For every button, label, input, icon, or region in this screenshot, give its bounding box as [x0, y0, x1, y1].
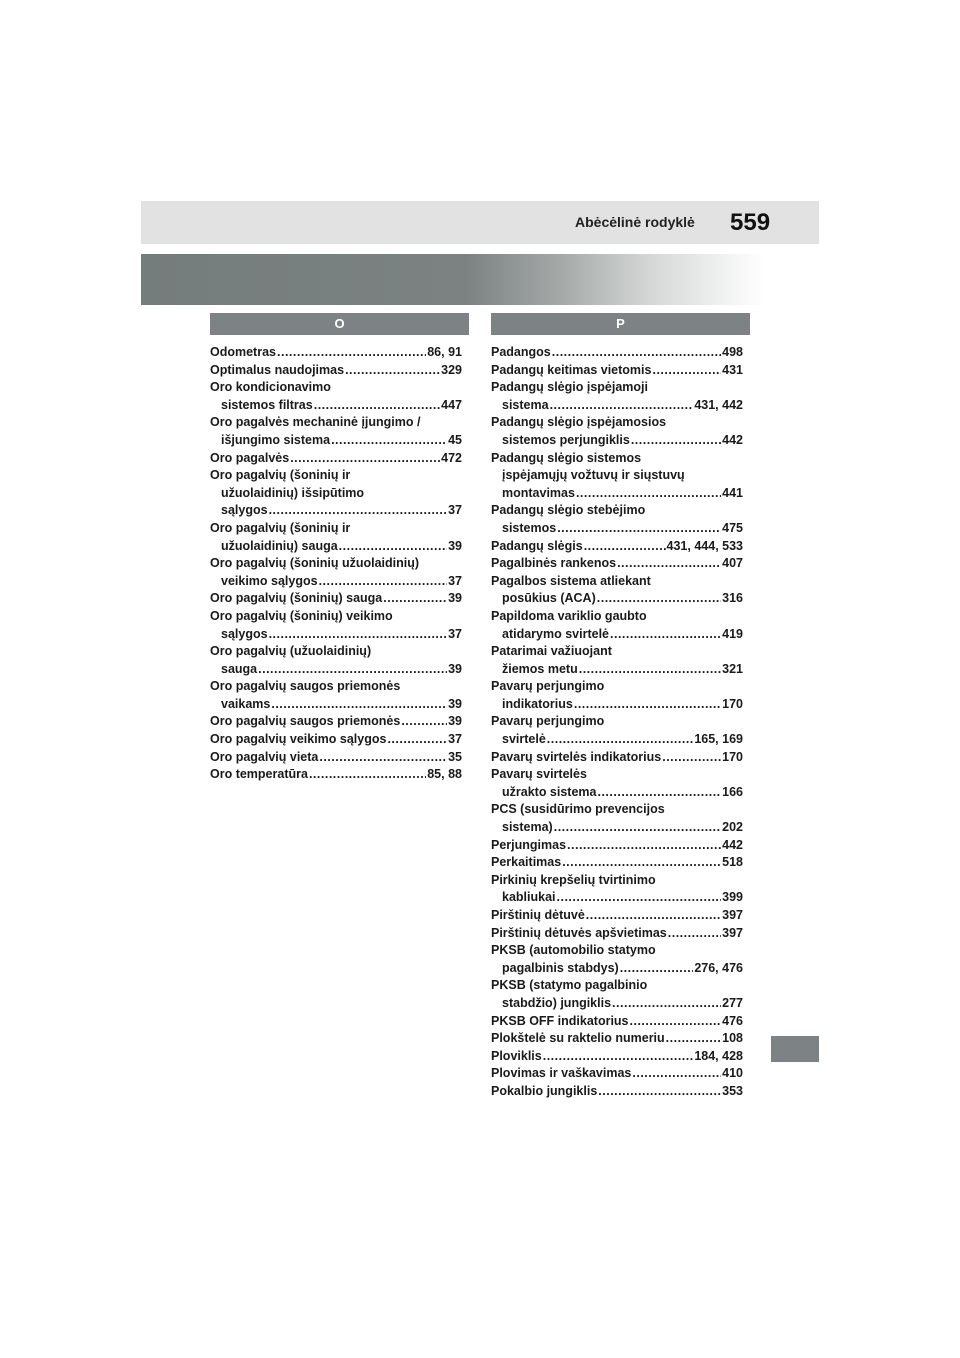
index-entry[interactable]	[210, 766, 462, 784]
dot-leader	[612, 995, 721, 1013]
index-entry-text: Oro temperatūra	[210, 767, 308, 782]
index-entry-text: Oro pagalvių (šoninių užuolaidinių)	[210, 556, 420, 571]
dot-leader	[610, 626, 721, 644]
index-entry-text: atidarymo svirtelė	[502, 626, 609, 641]
section-title: Abėcėlinė rodyklė	[575, 214, 695, 230]
index-entry-text: Patarimai važiuojant	[491, 644, 612, 659]
index-entry[interactable]	[491, 801, 743, 836]
dot-leader	[652, 362, 721, 380]
index-entry[interactable]	[491, 608, 743, 643]
page-reference: 442	[722, 432, 743, 447]
page-reference: 37	[448, 732, 462, 747]
dot-leader	[258, 661, 447, 679]
page-reference: 166	[722, 784, 743, 799]
index-entry[interactable]	[210, 379, 462, 414]
page-reference: 108	[722, 1031, 743, 1046]
index-entry-text: užuolaidinių) išsipūtimo	[221, 485, 365, 500]
index-entry-text: Optimalus naudojimas	[210, 362, 345, 377]
index-entry[interactable]	[491, 942, 743, 977]
index-entry-text: Perkaitimas	[491, 855, 562, 870]
index-entry[interactable]	[491, 977, 743, 1012]
index-column-o	[210, 344, 462, 784]
page-reference: 321	[722, 661, 743, 676]
page-reference: 397	[722, 925, 743, 940]
dot-leader	[387, 731, 447, 749]
index-entry-text: Pavarų svirtelės indikatorius	[491, 749, 662, 764]
page-reference: 45	[448, 432, 462, 447]
page-reference: 447	[441, 397, 462, 412]
index-entry[interactable]	[210, 713, 462, 731]
page-reference: 39	[448, 696, 462, 711]
index-entry-text: Pirkinių krepšelių tvirtinimo	[491, 872, 656, 887]
page-number: 559	[730, 209, 771, 236]
page-reference: 498	[722, 345, 743, 359]
index-entry-text: Oro kondicionavimo	[210, 380, 331, 395]
page-reference: 170	[722, 749, 743, 764]
page-reference: 518	[722, 855, 743, 870]
dot-leader	[557, 889, 722, 907]
dot-leader	[662, 749, 721, 767]
index-entry-text: užrakto sistema	[502, 784, 597, 799]
section-letter-o: O	[210, 313, 469, 335]
index-entry-text: Padangų slėgio įspėjamosios	[491, 415, 667, 430]
index-entry-text: posūkius (ACA)	[502, 591, 596, 606]
index-entry-text: Pirštinių dėtuvės apšvietimas	[491, 925, 667, 940]
page-reference: 165, 169	[694, 732, 743, 747]
index-entry-text: Plovimas ir vaškavimas	[491, 1066, 632, 1081]
index-entry[interactable]	[491, 414, 743, 449]
page-reference: 35	[448, 749, 462, 764]
page-reference: 431, 442	[694, 397, 743, 412]
index-entry[interactable]	[210, 344, 462, 362]
index-entry[interactable]	[491, 1030, 743, 1048]
index-entry-text: Oro pagalvių (užuolaidinių)	[210, 644, 372, 659]
index-entry-text: PKSB (automobilio statymo	[491, 943, 656, 958]
index-entry-text: pagalbinis stabdys)	[502, 960, 619, 975]
index-entry[interactable]	[210, 643, 462, 678]
dot-leader	[562, 854, 721, 872]
dot-leader	[383, 590, 447, 608]
header-band	[141, 201, 819, 244]
index-entry[interactable]	[491, 643, 743, 678]
index-entry-text: Oro pagalvės mechaninė įjungimo /	[210, 415, 421, 430]
dot-leader	[631, 432, 721, 450]
page-reference: 353	[722, 1083, 743, 1098]
index-entry[interactable]	[491, 925, 743, 943]
index-entry-text: PCS (susidūrimo prevencijos	[491, 802, 665, 817]
dot-leader	[620, 960, 694, 978]
page-reference: 37	[448, 626, 462, 641]
dot-leader	[597, 784, 721, 802]
dot-leader	[319, 573, 448, 591]
index-entry-text: Padangų slėgio sistemos	[491, 450, 642, 465]
index-entry-text: Oro pagalvių vieta	[210, 749, 319, 764]
index-entry[interactable]	[210, 731, 462, 749]
index-entry-text: sąlygos	[221, 503, 268, 518]
index-entry-text: Padangų slėgis	[491, 538, 583, 553]
index-entry[interactable]	[491, 379, 743, 414]
page-reference: 475	[722, 520, 743, 535]
index-entry-text: Oro pagalvių saugos priemonės	[210, 679, 401, 694]
index-entry[interactable]	[491, 573, 743, 608]
page-reference: 410	[722, 1066, 743, 1081]
dot-leader	[567, 837, 721, 855]
dot-leader	[269, 502, 448, 520]
index-entry-text: svirtelė	[502, 732, 546, 747]
decorative-gradient-bar	[141, 254, 819, 305]
index-entry-text: Oro pagalvių (šoninių ir	[210, 520, 351, 535]
dot-leader	[584, 538, 666, 556]
index-entry-text: Ploviklis	[491, 1048, 542, 1063]
section-letter-p: P	[491, 313, 750, 335]
page-reference: 329	[441, 362, 462, 377]
index-entry[interactable]	[491, 872, 743, 907]
dot-leader	[543, 1048, 694, 1066]
index-entry-text: Padangų keitimas vietomis	[491, 362, 652, 377]
page-reference: 276, 476	[694, 960, 743, 975]
index-entry-text: Oro pagalvių (šoninių) veikimo	[210, 608, 393, 623]
index-entry[interactable]	[210, 414, 462, 449]
index-entry-text: Plokštelė su raktelio numeriu	[491, 1031, 665, 1046]
index-entry-text: Pokalbio jungiklis	[491, 1083, 598, 1098]
page-reference: 431, 444, 533	[666, 538, 743, 553]
dot-leader	[401, 713, 447, 731]
index-entry[interactable]	[491, 450, 743, 503]
index-entry[interactable]	[491, 766, 743, 801]
page-reference: 202	[722, 820, 743, 835]
index-entry-text: Padangų slėgio stebėjimo	[491, 503, 646, 518]
dot-leader	[630, 1013, 722, 1031]
index-entry-text: Oro pagalvės	[210, 450, 290, 465]
dot-leader	[668, 925, 721, 943]
dot-leader	[269, 626, 448, 644]
index-entry-text: įspėjamųjų vožtuvų ir siųstuvų	[502, 468, 685, 483]
index-entry[interactable]	[491, 538, 743, 556]
index-entry[interactable]	[491, 1048, 743, 1066]
index-entry[interactable]	[210, 678, 462, 713]
page-reference: 184, 428	[694, 1048, 743, 1063]
index-entry[interactable]	[491, 344, 743, 362]
page-reference: 85, 88	[427, 767, 462, 782]
index-entry[interactable]	[491, 678, 743, 713]
index-entry[interactable]	[491, 749, 743, 767]
index-entry[interactable]	[210, 467, 462, 520]
dot-leader	[314, 397, 440, 415]
dot-leader	[277, 344, 426, 362]
dot-leader	[290, 450, 440, 468]
dot-leader	[319, 749, 447, 767]
page-reference: 39	[448, 591, 462, 606]
index-entry-text: sistema	[502, 397, 549, 412]
dot-leader	[617, 555, 721, 573]
dot-leader	[597, 590, 721, 608]
dot-leader	[309, 766, 426, 784]
index-entry[interactable]	[491, 713, 743, 748]
index-entry-text: PKSB (statymo pagalbinio	[491, 978, 648, 993]
index-entry[interactable]	[210, 749, 462, 767]
index-entry-text: Oro pagalvių (šoninių ir	[210, 468, 351, 483]
index-entry[interactable]	[210, 590, 462, 608]
index-entry[interactable]	[210, 608, 462, 643]
index-entry[interactable]	[491, 1083, 743, 1101]
index-entry-text: Pavarų perjungimo	[491, 714, 605, 729]
dot-leader	[586, 907, 721, 925]
index-entry[interactable]	[210, 520, 462, 555]
index-entry[interactable]	[491, 1013, 743, 1031]
page-reference: 39	[448, 714, 462, 729]
index-entry-text: sistemos	[502, 520, 557, 535]
page-reference: 441	[722, 485, 743, 500]
index-entry-text: sistemos perjungiklis	[502, 432, 630, 447]
index-entry-text: Oro pagalvių veikimo sąlygos	[210, 732, 387, 747]
dot-leader	[557, 520, 721, 538]
index-entry-text: montavimas	[502, 485, 575, 500]
page-reference: 472	[441, 450, 462, 465]
index-column-p	[491, 344, 743, 1101]
page-reference: 399	[722, 890, 743, 905]
page-reference: 316	[722, 591, 743, 606]
index-entry-text: Pavarų perjungimo	[491, 679, 605, 694]
page-reference: 39	[448, 661, 462, 676]
index-entry[interactable]	[491, 854, 743, 872]
index-entry-text: Pagalbos sistema atliekant	[491, 573, 651, 588]
page-reference: 170	[722, 696, 743, 711]
index-entry[interactable]	[210, 555, 462, 590]
page-reference: 37	[448, 573, 462, 588]
index-entry-text: Padangų slėgio įspėjamoji	[491, 380, 648, 395]
index-entry-text: indikatorius	[502, 696, 573, 711]
index-entry-text: Pagalbinės rankenos	[491, 556, 617, 571]
page-reference: 277	[722, 995, 743, 1010]
index-entry-text: kabliukai	[502, 890, 556, 905]
index-entry-text: PKSB OFF indikatorius	[491, 1013, 629, 1028]
index-entry-text: sauga	[221, 661, 258, 676]
page-reference: 476	[722, 1013, 743, 1028]
index-entry-text: užuolaidinių) sauga	[221, 538, 338, 553]
dot-leader	[574, 696, 721, 714]
index-entry[interactable]	[491, 1065, 743, 1083]
dot-leader	[632, 1065, 721, 1083]
dot-leader	[552, 344, 721, 362]
page-reference: 39	[448, 538, 462, 553]
page-reference: 397	[722, 908, 743, 922]
index-entry-text: veikimo sąlygos	[221, 573, 318, 588]
dot-leader	[339, 538, 447, 556]
page-reference: 86, 91	[427, 345, 462, 359]
index-entry[interactable]	[491, 837, 743, 855]
dot-leader	[271, 696, 447, 714]
dot-leader	[579, 661, 721, 679]
page-reference: 37	[448, 503, 462, 518]
index-entry[interactable]	[491, 502, 743, 537]
index-entry[interactable]	[491, 907, 743, 925]
dot-leader	[547, 731, 694, 749]
dot-leader	[554, 819, 721, 837]
index-entry-text: vaikams	[221, 696, 271, 711]
index-entry[interactable]	[210, 362, 462, 380]
index-entry-text: Oro pagalvių (šoninių) sauga	[210, 591, 383, 606]
page-reference: 442	[722, 837, 743, 852]
page-reference: 431	[722, 362, 743, 377]
dot-leader	[598, 1083, 721, 1101]
page-reference: 407	[722, 556, 743, 571]
dot-leader	[576, 485, 721, 503]
index-entry-text: sąlygos	[221, 626, 268, 641]
dot-leader	[550, 397, 694, 415]
index-entry-text: stabdžio) jungiklis	[502, 995, 612, 1010]
dot-leader	[345, 362, 440, 380]
index-entry-text: Padangos	[491, 345, 551, 359]
index-entry-text: sistemos filtras	[221, 397, 313, 412]
index-entry-text: Pirštinių dėtuvė	[491, 908, 585, 922]
index-entry[interactable]	[491, 555, 743, 573]
dot-leader	[666, 1030, 721, 1048]
index-entry-text: Odometras	[210, 345, 276, 359]
index-entry-text: Perjungimas	[491, 837, 567, 852]
index-entry-text: žiemos metu	[502, 661, 578, 676]
index-entry-text: Papildoma variklio gaubto	[491, 608, 647, 623]
page-reference: 419	[722, 626, 743, 641]
index-entry[interactable]	[491, 362, 743, 380]
index-entry-text: išjungimo sistema	[221, 432, 331, 447]
index-entry[interactable]	[210, 450, 462, 468]
chapter-thumb-tab	[771, 1036, 819, 1062]
index-entry-text: sistema)	[502, 820, 553, 835]
index-entry-text: Pavarų svirtelės	[491, 767, 587, 782]
index-entry-text: Oro pagalvių saugos priemonės	[210, 714, 401, 729]
dot-leader	[331, 432, 447, 450]
